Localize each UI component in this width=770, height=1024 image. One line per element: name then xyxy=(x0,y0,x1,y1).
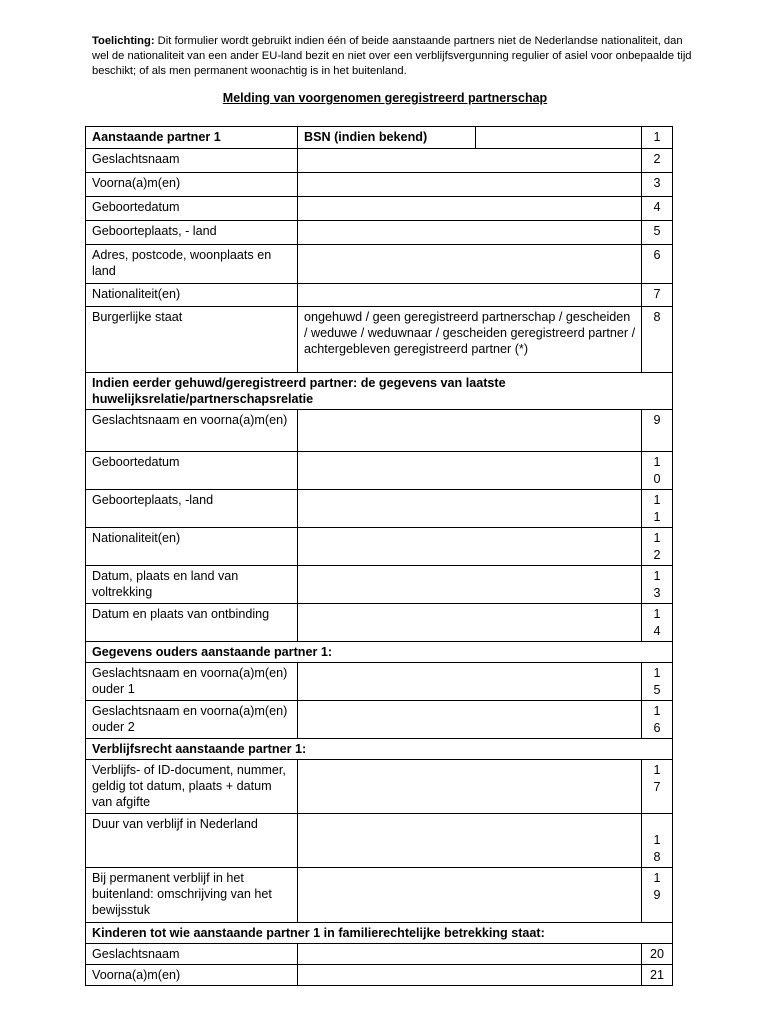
field-label: Geslachtsnaam en voorna(a)m(en) ouder 2 xyxy=(86,701,298,739)
row-number xyxy=(642,528,673,566)
row-number-text: 9 xyxy=(653,413,661,427)
prev-partner-birth-place-input[interactable] xyxy=(298,490,642,528)
table-row xyxy=(86,452,673,490)
stay-duration-input[interactable] xyxy=(298,814,642,868)
table-row xyxy=(86,307,673,373)
partner-form-table xyxy=(85,126,673,986)
prev-partner-birth-date-input[interactable] xyxy=(298,452,642,490)
row-number: 6 xyxy=(642,245,673,284)
section-heading-children: Kinderen tot wie aanstaande partner 1 in familierechtelijke betrekking staat: xyxy=(86,923,673,944)
row-number: 4 xyxy=(642,197,673,221)
table-row xyxy=(86,490,673,528)
row-number-text: 14 xyxy=(653,607,661,638)
table-row xyxy=(86,149,673,173)
field-label: Nationaliteit(en) xyxy=(86,284,298,307)
row-number-text: 18 xyxy=(653,833,661,864)
section-heading-residence: Verblijfsrecht aanstaande partner 1: xyxy=(86,739,673,760)
section-heading-row xyxy=(86,373,673,410)
proof-description-input[interactable] xyxy=(298,868,642,923)
partner-header: Aanstaande partner 1 xyxy=(86,127,298,149)
table-row xyxy=(86,127,673,149)
row-number-text: 16 xyxy=(653,704,661,735)
first-names-input[interactable] xyxy=(298,173,642,197)
field-label: Voorna(a)m(en) xyxy=(86,965,298,986)
dissolution-details-input[interactable] xyxy=(298,604,642,642)
row-number xyxy=(642,814,673,868)
row-number: 20 xyxy=(642,944,673,965)
field-label: Adres, postcode, woonplaats en land xyxy=(86,245,298,284)
child-first-names-input[interactable] xyxy=(298,965,642,986)
prev-partner-name-input[interactable] xyxy=(298,410,642,452)
field-label: Geslachtsnaam en voorna(a)m(en) xyxy=(86,410,298,452)
section-heading-row xyxy=(86,923,673,944)
row-number-text: 12 xyxy=(653,531,661,562)
row-number xyxy=(642,760,673,814)
table-row xyxy=(86,197,673,221)
nationality-input[interactable] xyxy=(298,284,642,307)
row-number xyxy=(642,701,673,739)
birth-date-input[interactable] xyxy=(298,197,642,221)
row-number-text: 15 xyxy=(653,666,661,697)
table-row xyxy=(86,284,673,307)
row-number: 1 xyxy=(642,127,673,149)
parent-2-name-input[interactable] xyxy=(298,701,642,739)
row-number xyxy=(642,566,673,604)
field-label: Geslachtsnaam xyxy=(86,944,298,965)
explanation-label: Toelichting: xyxy=(92,35,155,47)
row-number-text: 10 xyxy=(653,455,661,486)
field-label: Nationaliteit(en) xyxy=(86,528,298,566)
row-number: 21 xyxy=(642,965,673,986)
table-row xyxy=(86,944,673,965)
field-label: Datum en plaats van ontbinding xyxy=(86,604,298,642)
bsn-header: BSN (indien bekend) xyxy=(298,127,476,149)
parent-1-name-input[interactable] xyxy=(298,663,642,701)
row-number: 7 xyxy=(642,284,673,307)
table-row xyxy=(86,814,673,868)
field-label: Geboortedatum xyxy=(86,197,298,221)
child-surname-input[interactable] xyxy=(298,944,642,965)
explanation-text xyxy=(92,34,692,79)
table-row xyxy=(86,173,673,197)
surname-input[interactable] xyxy=(298,149,642,173)
marital-status-options[interactable]: ongehuwd / geen geregistreerd partnerschap / gescheiden / weduwe / weduwnaar / gescheiden geregistreerd partner / achtergebleven geregistreerd partner (*) xyxy=(298,307,642,373)
field-label: Verblijfs- of ID-document, nummer, geldig tot datum, plaats + datum van afgifte xyxy=(86,760,298,814)
marriage-details-input[interactable] xyxy=(298,566,642,604)
field-label: Duur van verblijf in Nederland xyxy=(86,814,298,868)
table-row xyxy=(86,410,673,452)
table-row xyxy=(86,604,673,642)
row-number-text: 11 xyxy=(653,493,661,524)
table-row xyxy=(86,760,673,814)
prev-partner-nationality-input[interactable] xyxy=(298,528,642,566)
id-document-input[interactable] xyxy=(298,760,642,814)
form-title: Melding van voorgenomen geregistreerd partnerschap xyxy=(222,91,548,105)
row-number xyxy=(642,604,673,642)
row-number: 3 xyxy=(642,173,673,197)
row-number: 2 xyxy=(642,149,673,173)
section-heading-row xyxy=(86,642,673,663)
row-number-text: 19 xyxy=(653,871,661,902)
section-heading-parents: Gegevens ouders aanstaande partner 1: xyxy=(86,642,673,663)
explanation-body: Dit formulier wordt gebruikt indien één of beide aanstaande partners niet de Nederlandse nationaliteit, dan wel de nationaliteit van een ander EU-land bezit en niet over een verblijfsvergunning regulier of asiel voor onbepaalde tijd beschikt; of als men permanent woonachtig is in het buitenland. xyxy=(92,35,692,77)
row-number xyxy=(642,663,673,701)
table-row xyxy=(86,221,673,245)
row-number: 8 xyxy=(642,307,673,373)
table-row xyxy=(86,701,673,739)
field-label: Geboorteplaats, -land xyxy=(86,490,298,528)
field-label: Bij permanent verblijf in het buitenland: omschrijving van het bewijsstuk xyxy=(86,868,298,923)
field-label: Geboortedatum xyxy=(86,452,298,490)
table-row xyxy=(86,965,673,986)
field-label: Voorna(a)m(en) xyxy=(86,173,298,197)
table-row xyxy=(86,868,673,923)
row-number xyxy=(642,410,673,452)
field-label: Geboorteplaats, - land xyxy=(86,221,298,245)
section-heading-previous: Indien eerder gehuwd/geregistreerd partner: de gegevens van laatste huwelijksrelatie/partnerschapsrelatie xyxy=(86,373,673,410)
field-label: Burgerlijke staat xyxy=(86,307,298,373)
section-heading-row xyxy=(86,739,673,760)
row-number xyxy=(642,868,673,923)
field-label: Geslachtsnaam xyxy=(86,149,298,173)
row-number xyxy=(642,452,673,490)
row-number xyxy=(642,490,673,528)
table-row xyxy=(86,528,673,566)
row-number-text: 17 xyxy=(653,763,661,794)
row-number-text: 13 xyxy=(653,569,661,600)
table-row xyxy=(86,566,673,604)
field-label: Geslachtsnaam en voorna(a)m(en) ouder 1 xyxy=(86,663,298,701)
table-row xyxy=(86,245,673,284)
field-label: Datum, plaats en land van voltrekking xyxy=(86,566,298,604)
row-number: 5 xyxy=(642,221,673,245)
bsn-input[interactable] xyxy=(476,127,642,149)
address-input[interactable] xyxy=(298,245,642,284)
table-row xyxy=(86,663,673,701)
birth-place-input[interactable] xyxy=(298,221,642,245)
